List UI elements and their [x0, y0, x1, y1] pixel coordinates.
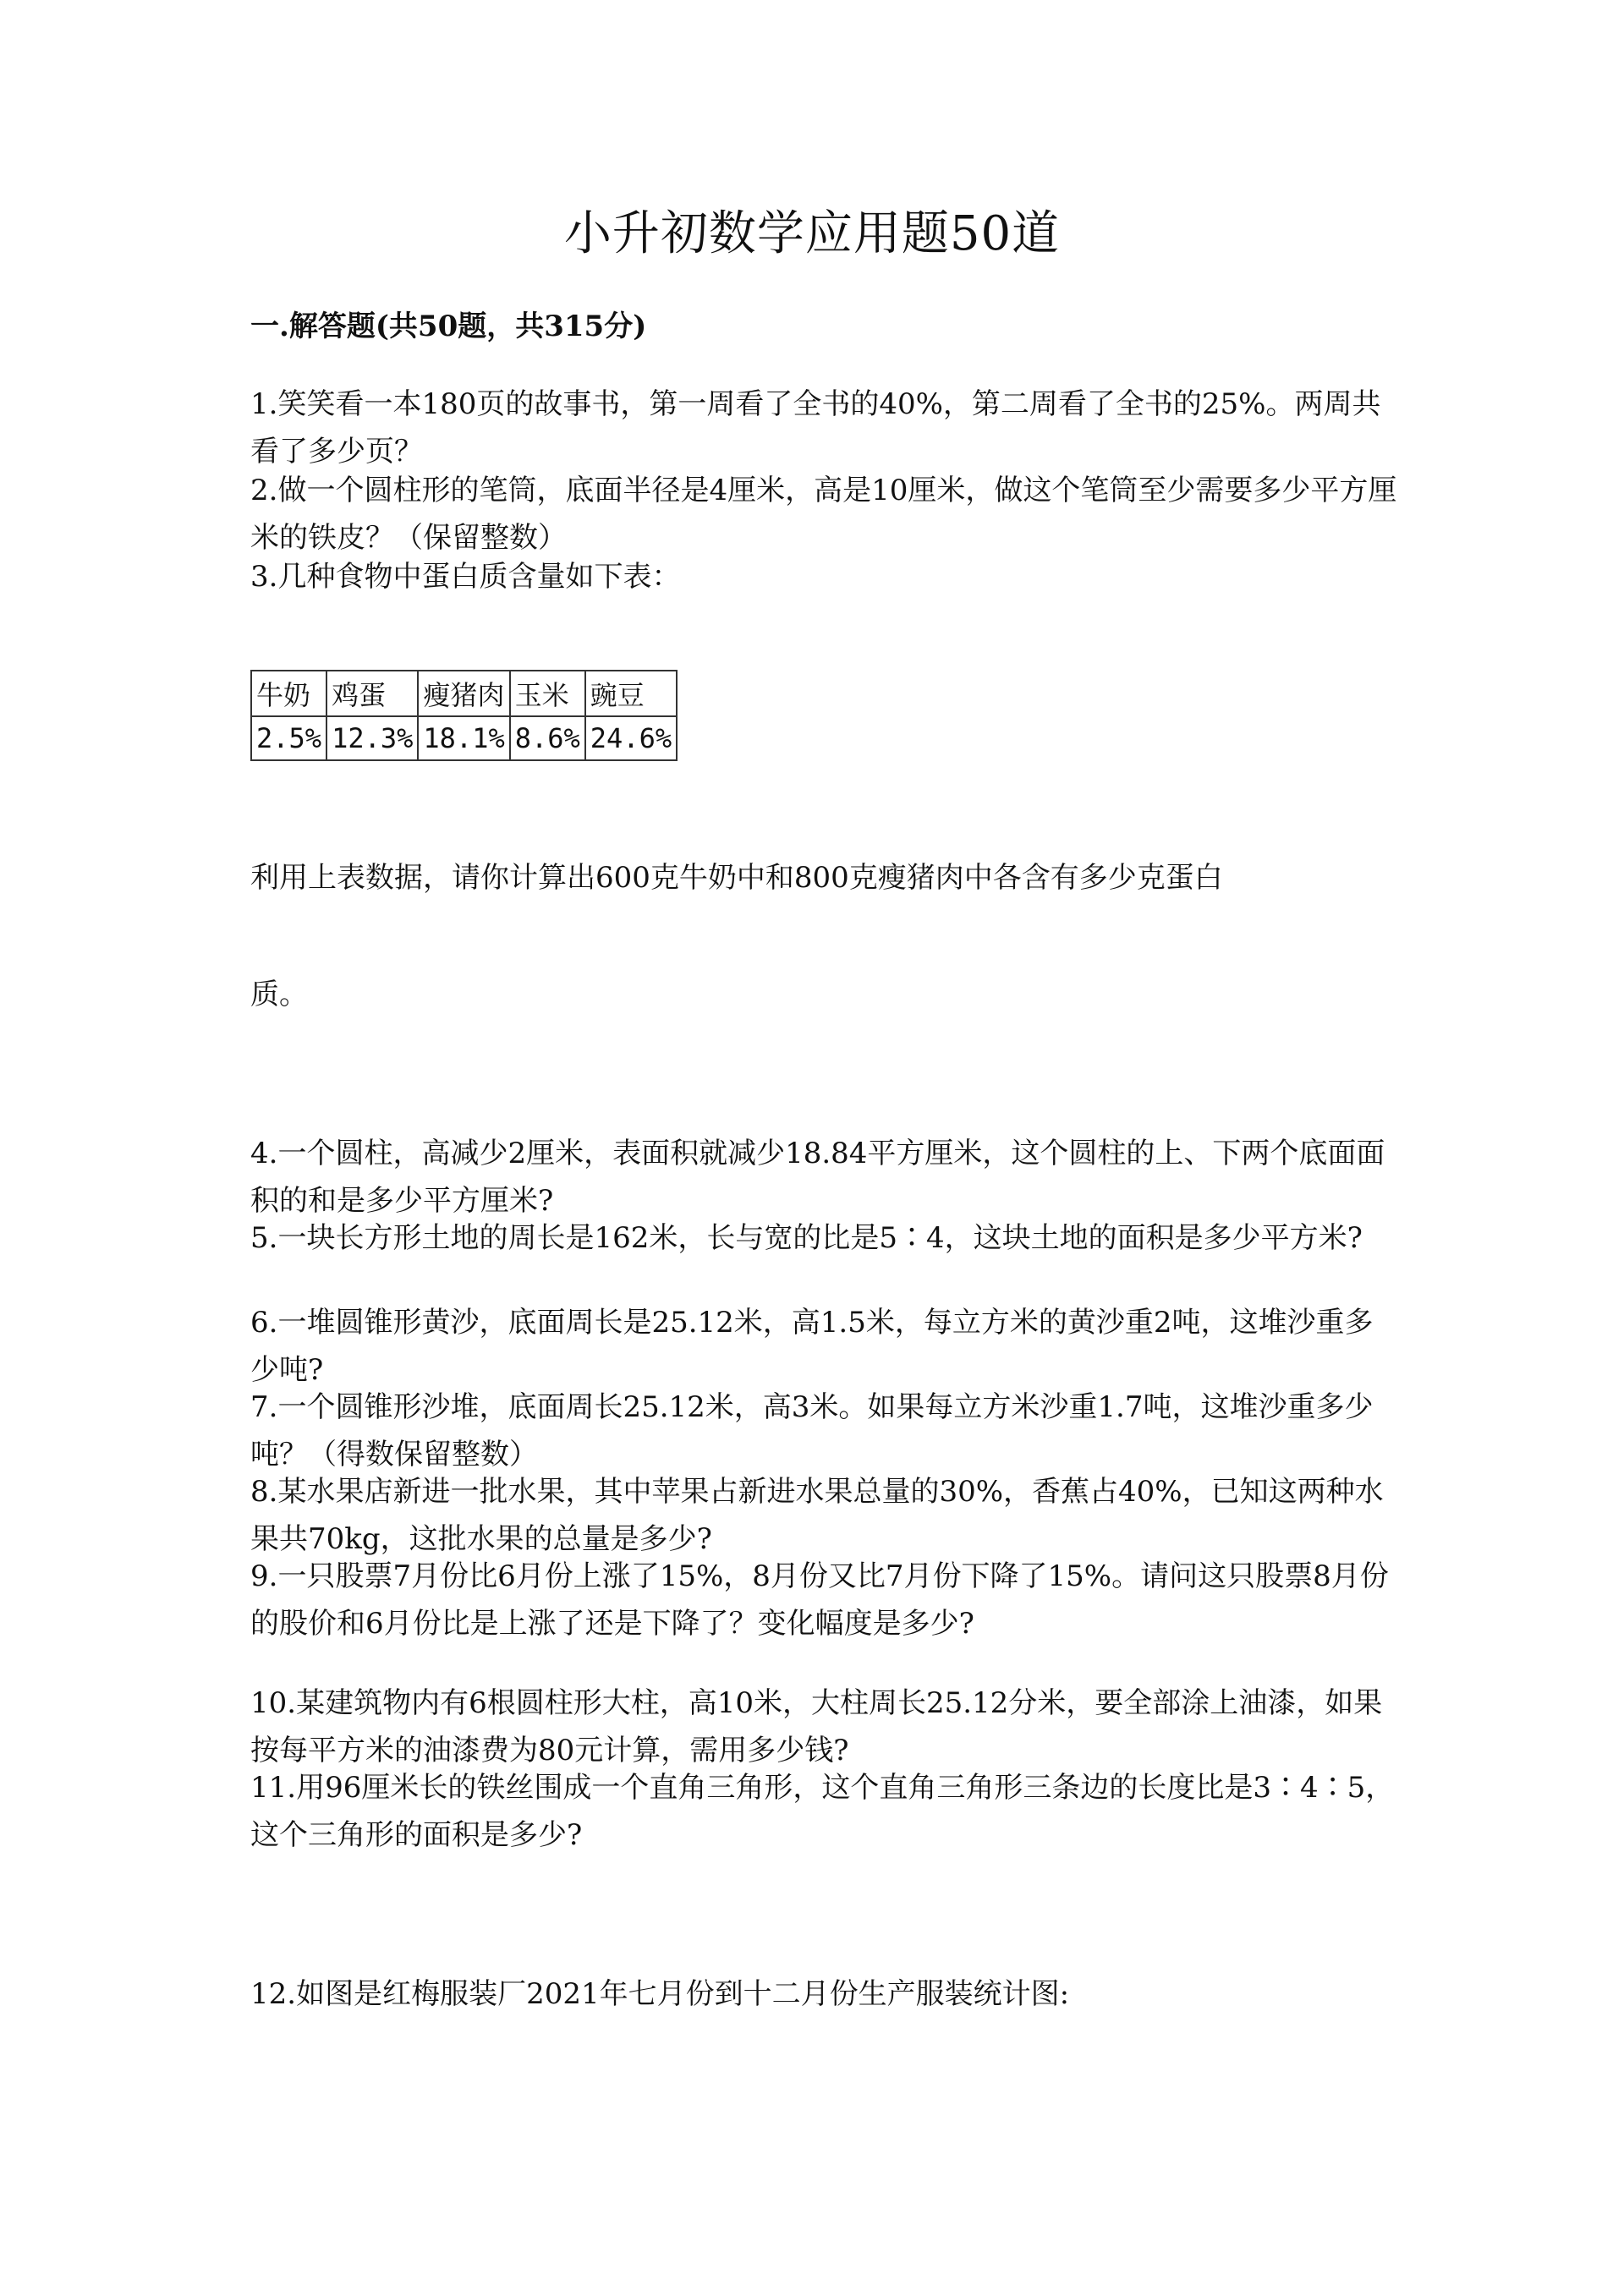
protein-table	[250, 670, 678, 761]
question-7: 7.一个圆锥形沙堆，底面周长25.12米，高3米。如果每立方米沙重1.7吨，这堆沙重多少吨？（得数保留整数）	[250, 1390, 1374, 1471]
question-4: 4.一个圆柱，高减少2厘米，表面积就减少18.84平方厘米，这个圆柱的上、下两个底面面积的和是多少平方厘米?	[250, 1137, 1385, 1218]
protein-value-cell: 18.1%	[418, 716, 509, 760]
protein-value-cell: 8.6%	[510, 716, 585, 760]
question-3-followup-line2: 质。	[250, 978, 308, 1011]
section-heading: 一.解答题(共50题，共315分)	[250, 310, 647, 343]
protein-header-cell: 玉米	[510, 671, 585, 716]
question-11: 11.用96厘米长的铁丝围成一个直角三角形，这个直角三角形三条边的长度比是3∶4∶5，这个三角形的面积是多少?	[250, 1771, 1395, 1852]
protein-header-cell: 鸡蛋	[326, 671, 418, 716]
protein-table-header-row	[251, 671, 677, 716]
protein-table-value-row	[251, 716, 677, 760]
question-3: 3.几种食物中蛋白质含量如下表：	[250, 560, 681, 594]
protein-header-cell: 牛奶	[251, 671, 326, 716]
question-1: 1.笑笑看一本180页的故事书，第一周看了全书的40%，第二周看了全书的25%。两周共看了多少页？	[250, 387, 1381, 469]
question-12: 12.如图是红梅服装厂2021年七月份到十二月份生产服装统计图:	[250, 1977, 1070, 2011]
question-8: 8.某水果店新进一批水果，其中苹果占新进水果总量的30%，香蕉占40%，已知这两种水果共70kg，这批水果的总量是多少?	[250, 1475, 1384, 1556]
protein-value-cell: 12.3%	[326, 716, 418, 760]
question-9: 9.一只股票7月份比6月份上涨了15%，8月份又比7月份下降了15%。请问这只股票8月份的股价和6月份比是上涨了还是下降了？变化幅度是多少?	[250, 1559, 1389, 1641]
question-6: 6.一堆圆锥形黄沙，底面周长是25.12米，高1.5米，每立方米的黄沙重2吨，这堆沙重多少吨?	[250, 1306, 1374, 1387]
protein-header-cell: 瘦猪肉	[418, 671, 509, 716]
protein-header-cell: 豌豆	[585, 671, 677, 716]
question-5: 5.一块长方形土地的周长是162米，长与宽的比是5∶4，这块土地的面积是多少平方米?	[250, 1221, 1363, 1255]
question-10: 10.某建筑物内有6根圆柱形大柱，高10米，大柱周长25.12分米，要全部涂上油漆，如果按每平方米的油漆费为80元计算，需用多少钱?	[250, 1686, 1383, 1767]
protein-value-cell: 2.5%	[251, 716, 326, 760]
question-3-followup-line1: 利用上表数据，请你计算出600克牛奶中和800克瘦猪肉中各含有多少克蛋白	[250, 861, 1223, 895]
protein-value-cell: 24.6%	[585, 716, 677, 760]
question-2: 2.做一个圆柱形的笔筒，底面半径是4厘米，高是10厘米，做这个笔筒至少需要多少平方厘米的铁皮？（保留整数）	[250, 474, 1397, 555]
page-title: 小升初数学应用题50道	[563, 206, 1061, 261]
